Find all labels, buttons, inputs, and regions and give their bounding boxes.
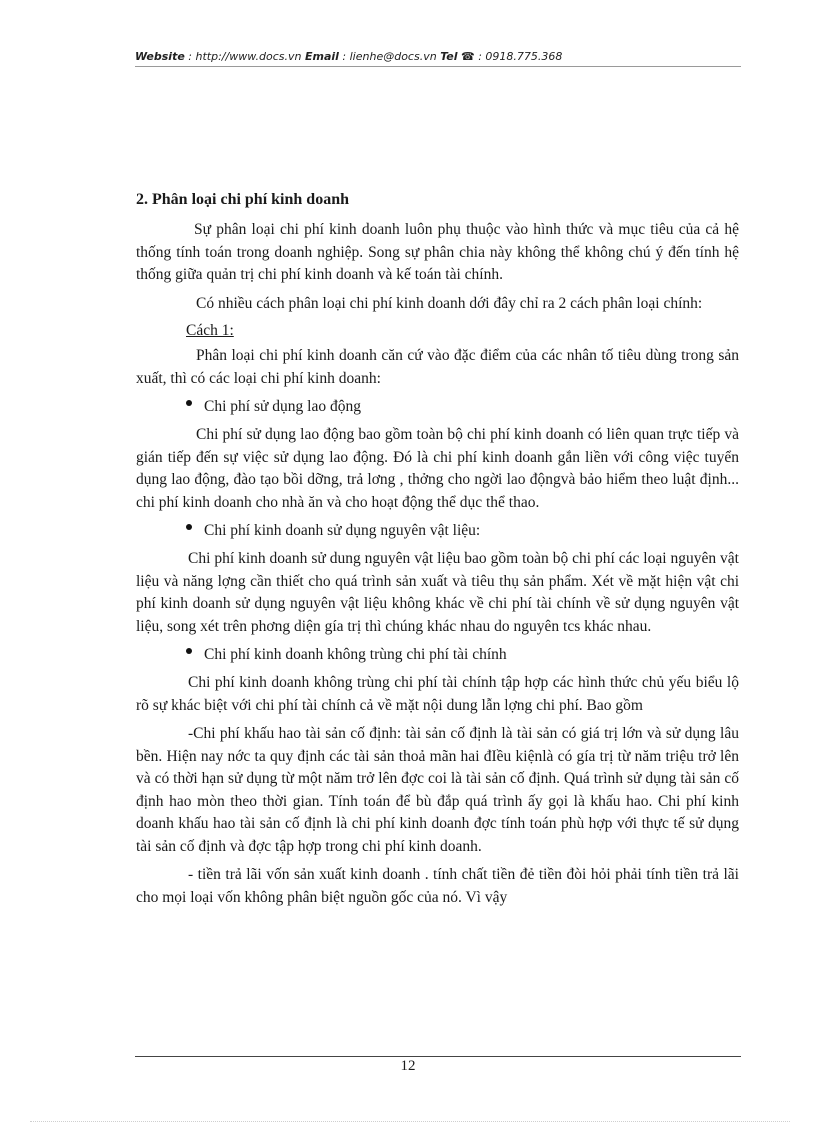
section-title: 2. Phân loại chi phí kinh doanh: [136, 191, 349, 208]
method-heading: Cách 1:: [186, 322, 234, 339]
email-value: : lienhe@docs.vn: [338, 50, 441, 63]
phone-icon: ☎: [461, 50, 475, 63]
header-divider: [135, 66, 741, 67]
paragraph: Chi phí kinh doanh không trùng chi phí tài chính tập hợp các hình thức chủ yếu biểu lộ rõ sự khác biệt với chi phí tài chính cả về mặt nội dung lẫn lợng chi phí. Bao gồm: [136, 674, 739, 714]
tel-label: Tel: [440, 50, 458, 63]
paragraph: Phân loại chi phí kinh doanh căn cứ vào đặc điểm của các nhân tố tiêu dùng trong sản xuất, thì có các loại chi phí kinh doanh:: [136, 347, 739, 387]
paragraph: Có nhiều cách phân loại chi phí kinh doanh dới đây chỉ ra 2 cách phân loại chính:: [196, 294, 703, 312]
bullet-item: [186, 520, 739, 542]
bullet-icon: [186, 400, 192, 406]
bullet-label: Chi phí sử dụng lao động: [204, 398, 361, 415]
paragraph: Chi phí kinh doanh sử dung nguyên vật liệu bao gồm toàn bộ chi phí các loại nguyên vật liệu và năng lợng cần thiết cho quá trình sản xuất và tiêu thụ sản phẩm. Xét về mặt hiện vật chi phí kinh doanh sử dụng nguyên vật liệu không khác về chi phí tài chính về sử dụng nguyên vật liệu, song xét trên phơng diện gía trị thì chúng khác nhau do nguyên tcs khác nhau.: [136, 550, 739, 635]
paragraph: Chi phí sử dụng lao động bao gồm toàn bộ chi phí kinh doanh có liên quan trực tiếp và gián tiếp đến sự việc sử dụng lao động. Đó là chi phí kinh doanh gắn liền với công việc tuyển dụng lao động, đào tạo bồi dỡng, trả lơng , thởng cho ngời lao độngvà bảo hiểm theo luật định... chi phí kinh doanh cho nhà ăn và cho hoạt động thể dục thể thao.: [136, 426, 739, 511]
page-bottom-edge: [30, 1121, 790, 1122]
bullet-item: [186, 396, 739, 418]
bullet-icon: [186, 524, 192, 530]
paragraph: -Chi phí khấu hao tài sản cố định: tài sản cố định là tài sản có giá trị lớn và sử dụng lâu bền. Hiện nay nớc ta quy định các tài sản thoả mãn hai đIều kiệnlà có gía trị từ năm triệu trở lên và có thời hạn sử dụng từ một năm trở lên đợc coi là tài sản cố định. Quá trình sử dụng tài sản cố định hao mòn theo thời gian. Tính toán để bù đắp quá trình ấy gọi là khấu hao. Chi phí kinh doanh khấu hao tài sản cố định là chi phí kinh doanh đợc tính toán phù hợp với thực tế sử dụng tài sản cố định và đợc tập hợp trong chi phí kinh doanh.: [136, 725, 739, 855]
document-body: [136, 190, 739, 915]
bullet-item: [186, 644, 739, 666]
bullet-icon: [186, 648, 192, 654]
bullet-label: Chi phí kinh doanh sử dụng nguyên vật liệu:: [204, 522, 481, 539]
footer-divider: [135, 1056, 741, 1057]
tel-value: : 0918.775.368: [474, 50, 563, 63]
website-label: Website: [135, 50, 185, 63]
email-label: Email: [304, 50, 339, 63]
page-number: 12: [400, 1058, 416, 1074]
paragraph: - tiền trả lãi vốn sản xuất kinh doanh . tính chất tiền đẻ tiền đòi hỏi phải tính tiền trả lãi cho mọi loại vốn không phân biệt nguồn gốc của nó. Vì vậy: [136, 866, 739, 906]
page-header: [135, 50, 741, 63]
website-value: : http://www.docs.vn: [184, 50, 305, 63]
bullet-label: Chi phí kinh doanh không trùng chi phí tài chính: [204, 646, 507, 663]
paragraph: Sự phân loại chi phí kinh doanh luôn phụ thuộc vào hình thức và mục tiêu của cả hệ thống tính toán trong doanh nghiệp. Song sự phân chia này không thể không chú ý đến tính hệ thống giữa quản trị chi phí kinh doanh và kế toán tài chính.: [136, 221, 739, 283]
